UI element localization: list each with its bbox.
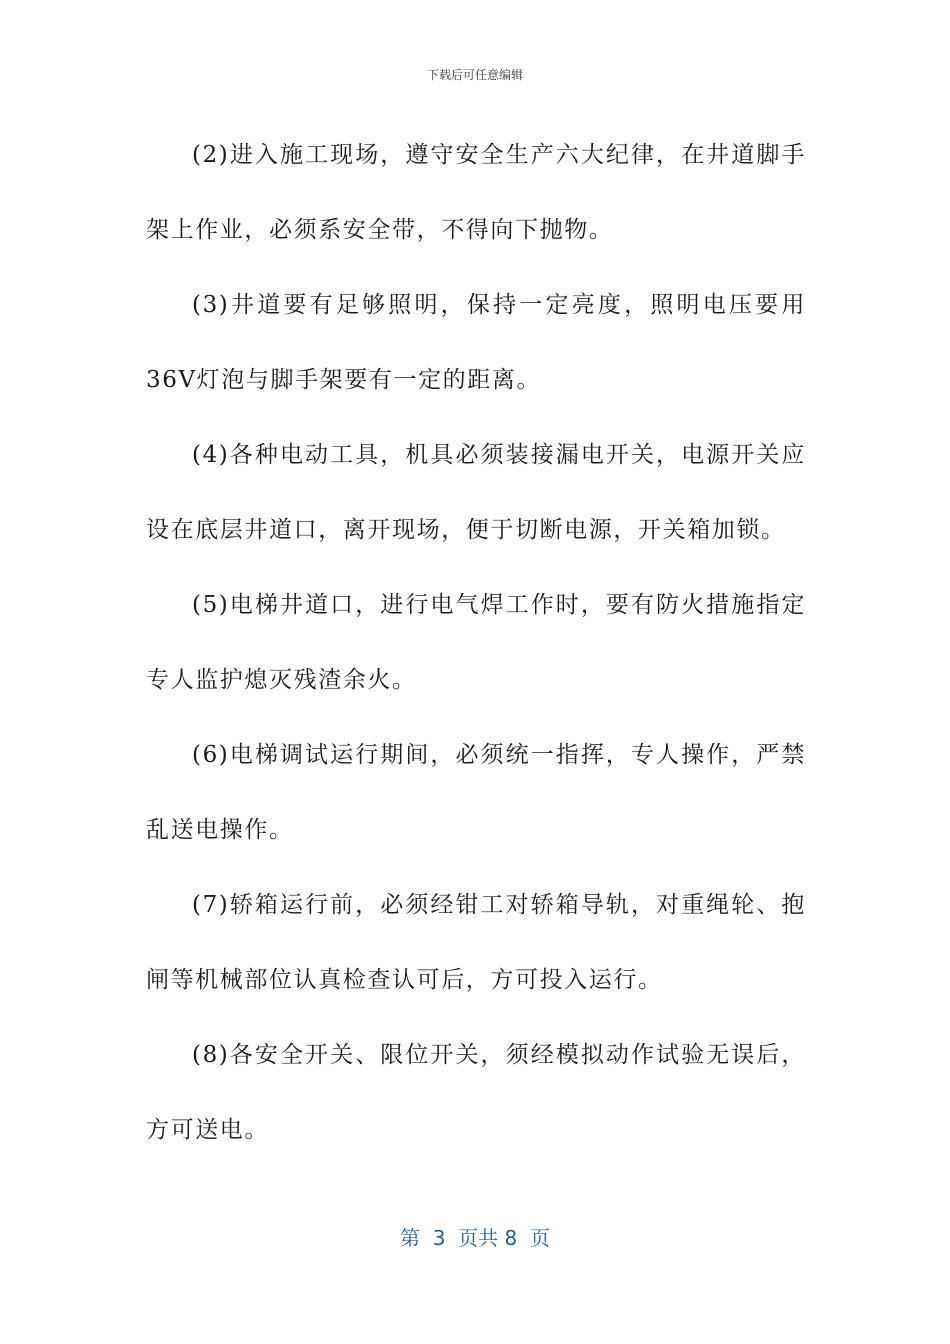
page-number-footer: 第 3 页共 8 页 xyxy=(400,1226,550,1250)
paragraph-8: (8)各安全开关、限位开关，须经模拟动作试验无误后，方可送电。 xyxy=(146,1042,806,1143)
paragraph-7: (7)轿箱运行前，必须经钳工对轿箱导轨，对重绳轮、抱闸等机械部位认真检查认可后，方可投入运行。 xyxy=(146,892,806,993)
document-body xyxy=(146,118,806,1168)
paragraph-2: (2)进入施工现场，遵守安全生产六大纪律，在井道脚手架上作业，必须系安全带，不得向下抛物。 xyxy=(146,142,806,243)
header-note: 下载后可任意编辑 xyxy=(426,68,523,82)
paragraph-5: (5)电梯井道口，进行电气焊工作时，要有防火措施指定专人监护熄灭残渣余火。 xyxy=(146,592,806,693)
paragraph-6: (6)电梯调试运行期间，必须统一指挥，专人操作，严禁乱送电操作。 xyxy=(146,742,806,843)
paragraph-4: (4)各种电动工具，机具必须装接漏电开关，电源开关应设在底层井道口，离开现场，便于切断电源，开关箱加锁。 xyxy=(146,442,806,543)
paragraph-3: (3)井道要有足够照明，保持一定亮度，照明电压要用36V灯泡与脚手架要有一定的距离。 xyxy=(146,292,806,393)
